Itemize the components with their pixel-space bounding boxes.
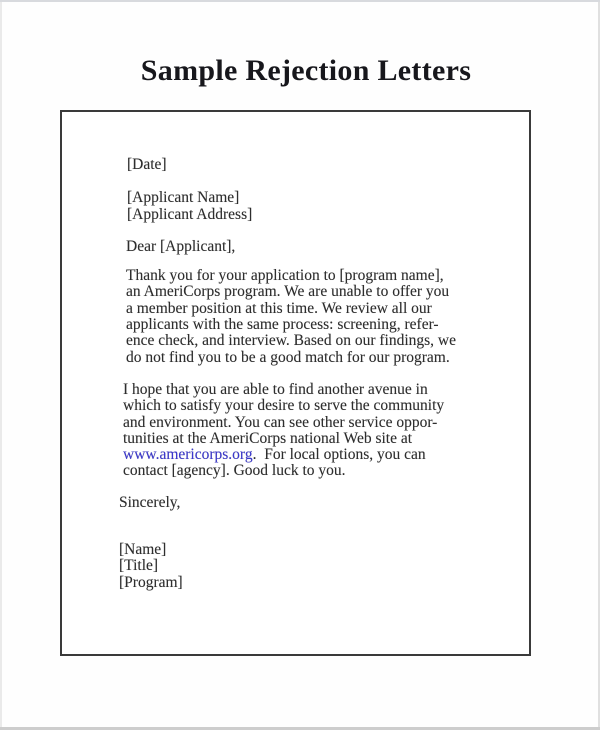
paragraph-line: ence check, and interview. Based on our findings, we [126,332,456,350]
body-paragraph-1 [126,268,505,366]
applicant-name-placeholder: [Applicant Name] [127,189,240,207]
body-paragraph-2 [123,382,505,480]
date-block [127,157,505,173]
applicant-address-placeholder: [Applicant Address] [127,205,253,223]
signature-block [119,542,505,591]
signature-name-placeholder: [Name] [119,541,167,559]
signature-title-placeholder: [Title] [119,557,159,575]
paragraph-line: Thank you for your application to [program name], [126,267,444,285]
salutation-line: Dear [Applicant], [126,237,236,255]
americorps-link[interactable]: www.americorps.org [123,446,253,464]
letter-box [60,110,531,656]
paragraph-line: an AmeriCorps program. We are unable to offer you [126,283,450,301]
date-placeholder: [Date] [127,156,167,173]
paragraph-line: tunities at the AmeriCorps national Web site at [123,429,413,447]
paragraph-line-with-link [123,447,505,463]
recipient-block [127,190,505,223]
page-title: Sample Rejection Letters [140,54,472,87]
paragraph-line: I hope that you are able to find another avenue in [123,380,428,398]
closing-block [119,495,505,511]
closing-line: Sincerely, [119,493,181,511]
signature-program-placeholder: [Program] [119,573,183,591]
paragraph-line: contact [agency]. Good luck to you. [123,462,346,480]
paragraph-line: a member position at this time. We review all our [126,299,432,317]
paragraph-line: and environment. You can see other service oppor- [123,413,438,431]
paragraph-line: do not find you to be a good match for our program. [126,348,450,366]
paragraph-line: which to satisfy your desire to serve the community [123,397,445,415]
after-link-text: . For local options, you can [252,446,426,464]
paragraph-line: applicants with the same process: screening, refer- [126,316,439,334]
salutation [126,239,505,255]
